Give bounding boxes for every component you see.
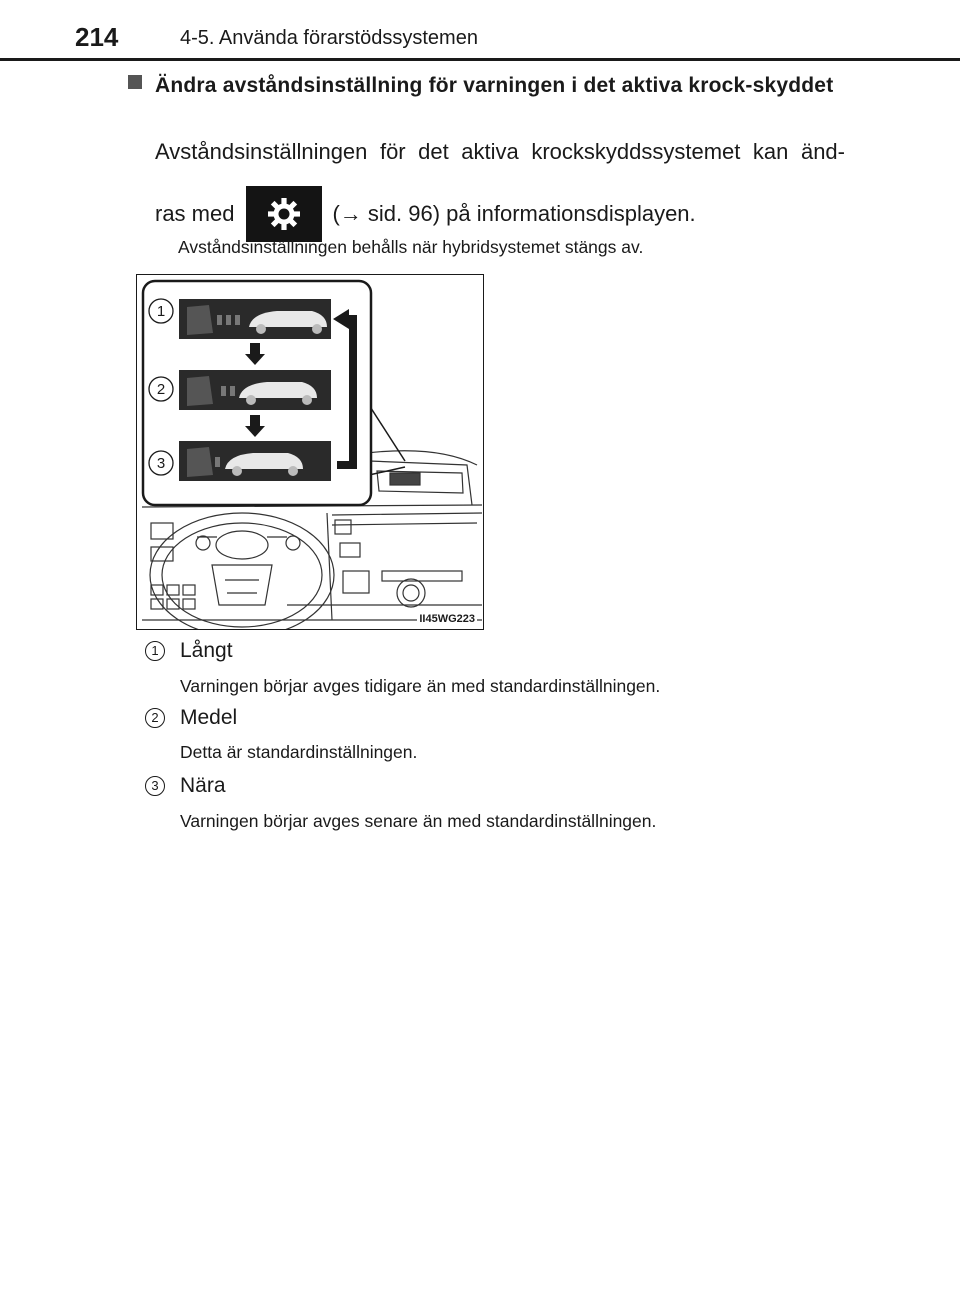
running-header: 4-5. Använda förarstödssystemen: [180, 27, 478, 49]
callout-number-2: 2: [156, 381, 166, 398]
item-description-1: Varningen börjar avges tidigare än med standardinställningen.: [180, 676, 661, 696]
dashboard-illustration: [137, 275, 483, 629]
paragraph-line-1: Avståndsinställningen för det aktiva krockskyddssystemet kan änd-: [155, 139, 845, 164]
item-description-3: Varningen börjar avges senare än med standardinställningen.: [180, 811, 657, 831]
item-label-3: Nära: [180, 774, 226, 797]
page-number: 214: [75, 22, 119, 52]
illustration-code: II45WG223: [419, 613, 475, 625]
callout-number-1: 1: [156, 303, 166, 320]
callout-number-3: 3: [156, 455, 166, 472]
illustration: [136, 274, 484, 630]
settings-button-image: [246, 186, 322, 242]
section-bullet: [128, 75, 142, 89]
section-title: Ändra avståndsinställning för varningen i det aktiva krock-skyddet: [155, 74, 834, 97]
paragraph-text-start: ras med: [155, 201, 235, 226]
item-number-3: 3: [145, 776, 165, 796]
item-label-1: Långt: [180, 639, 233, 662]
paragraph-line-2: [155, 186, 845, 242]
screen-panel-3: [179, 441, 331, 481]
paragraph-text-end: (→ sid. 96) på informationsdisplayen.: [332, 201, 696, 226]
item-description-2: Detta är standardinställningen.: [180, 742, 418, 762]
item-number-1: 1: [145, 641, 165, 661]
screen-panel-1: [179, 299, 331, 339]
gear-icon: [267, 197, 301, 231]
screen-panel-2: [179, 370, 331, 410]
item-label-2: Medel: [180, 706, 238, 729]
header-rule: [0, 58, 960, 61]
item-number-2: 2: [145, 708, 165, 728]
note-text: Avståndsinställningen behålls när hybridsystemet stängs av.: [178, 237, 644, 257]
